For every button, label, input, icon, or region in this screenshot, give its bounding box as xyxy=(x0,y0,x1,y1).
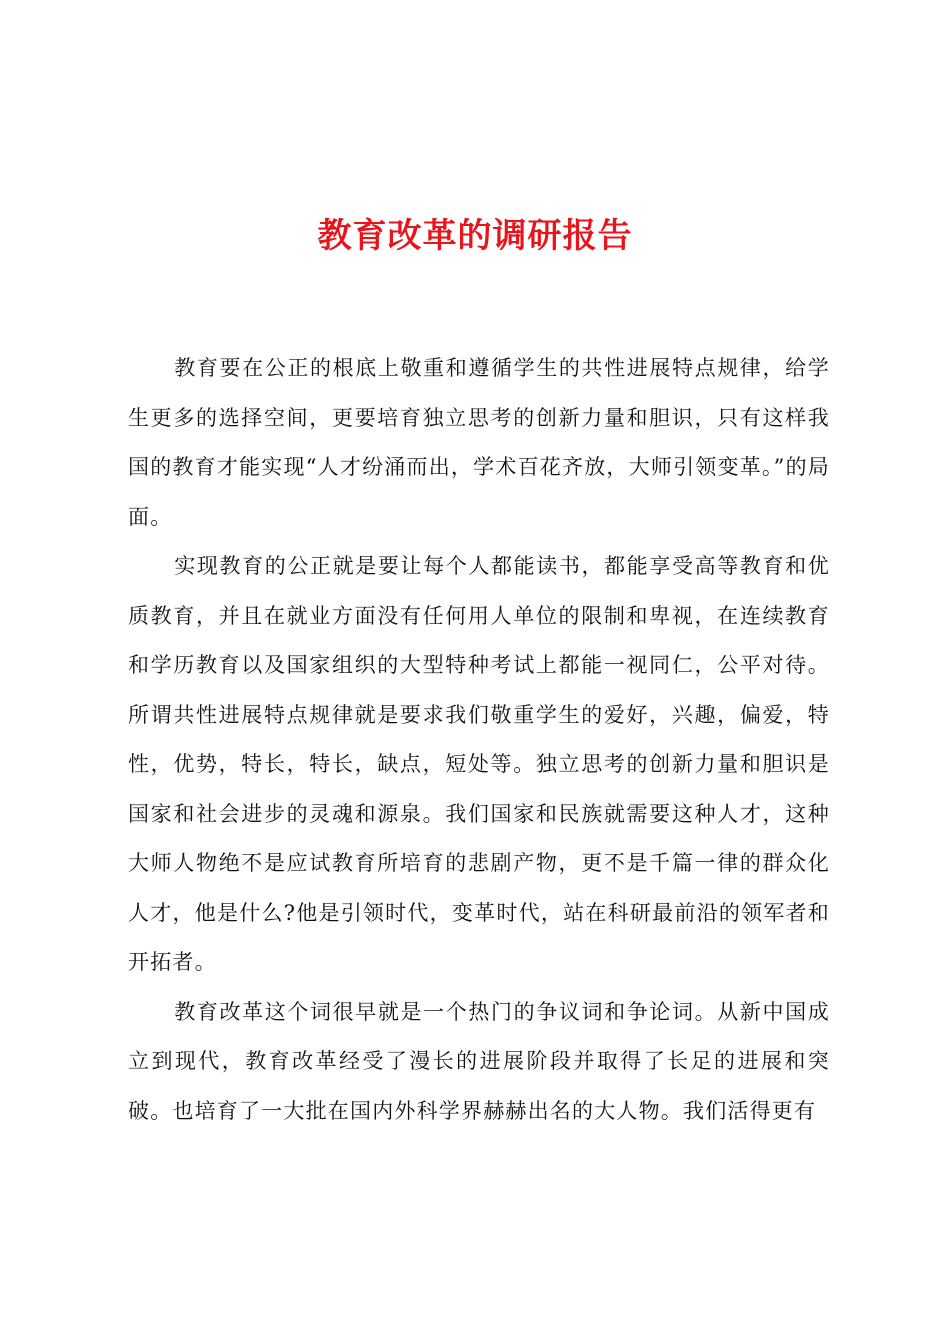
paragraph-3: 教育改革这个词很早就是一个热门的争议词和争论词。从新中国成立到现代，教育改革经受了漫长的进展阶段并取得了长足的进展和突破。也培育了一大批在国内外科学界赫赫出名的大人物。我们活得更有 xyxy=(128,999,830,1123)
paragraph-2: 实现教育的公正就是要让每个人都能读书，都能享受高等教育和优质教育，并且在就业方面没有任何用人单位的限制和卑视，在连续教育和学历教育以及国家组织的大型特种考试上都能一视同仁，公平对待。所谓共性进展特点规律就是要求我们敬重学生的爱好，兴趣，偏爱，特性，优势，特长，特长，缺点，短处等。独立思考的创新力量和胆识是国家和社会进步的灵魂和源泉。我们国家和民族就需要这种人才，这种大师人物绝不是应试教育所培育的悲剧产物，更不是千篇一律的群众化人才，他是什么?他是引领时代，变革时代，站在科研最前沿的领军者和开拓者。 xyxy=(128,554,830,974)
paragraph-1: 教育要在公正的根底上敬重和遵循学生的共性进展特点规律，给学生更多的选择空间，更要培育独立思考的创新力量和胆识，只有这样我国的教育才能实现“人才纷涌而出，学术百花齐放，大师引领变革。”的局面。 xyxy=(128,356,830,529)
document-body xyxy=(128,344,830,1136)
document-title: 教育改革的调研报告 xyxy=(317,216,633,256)
